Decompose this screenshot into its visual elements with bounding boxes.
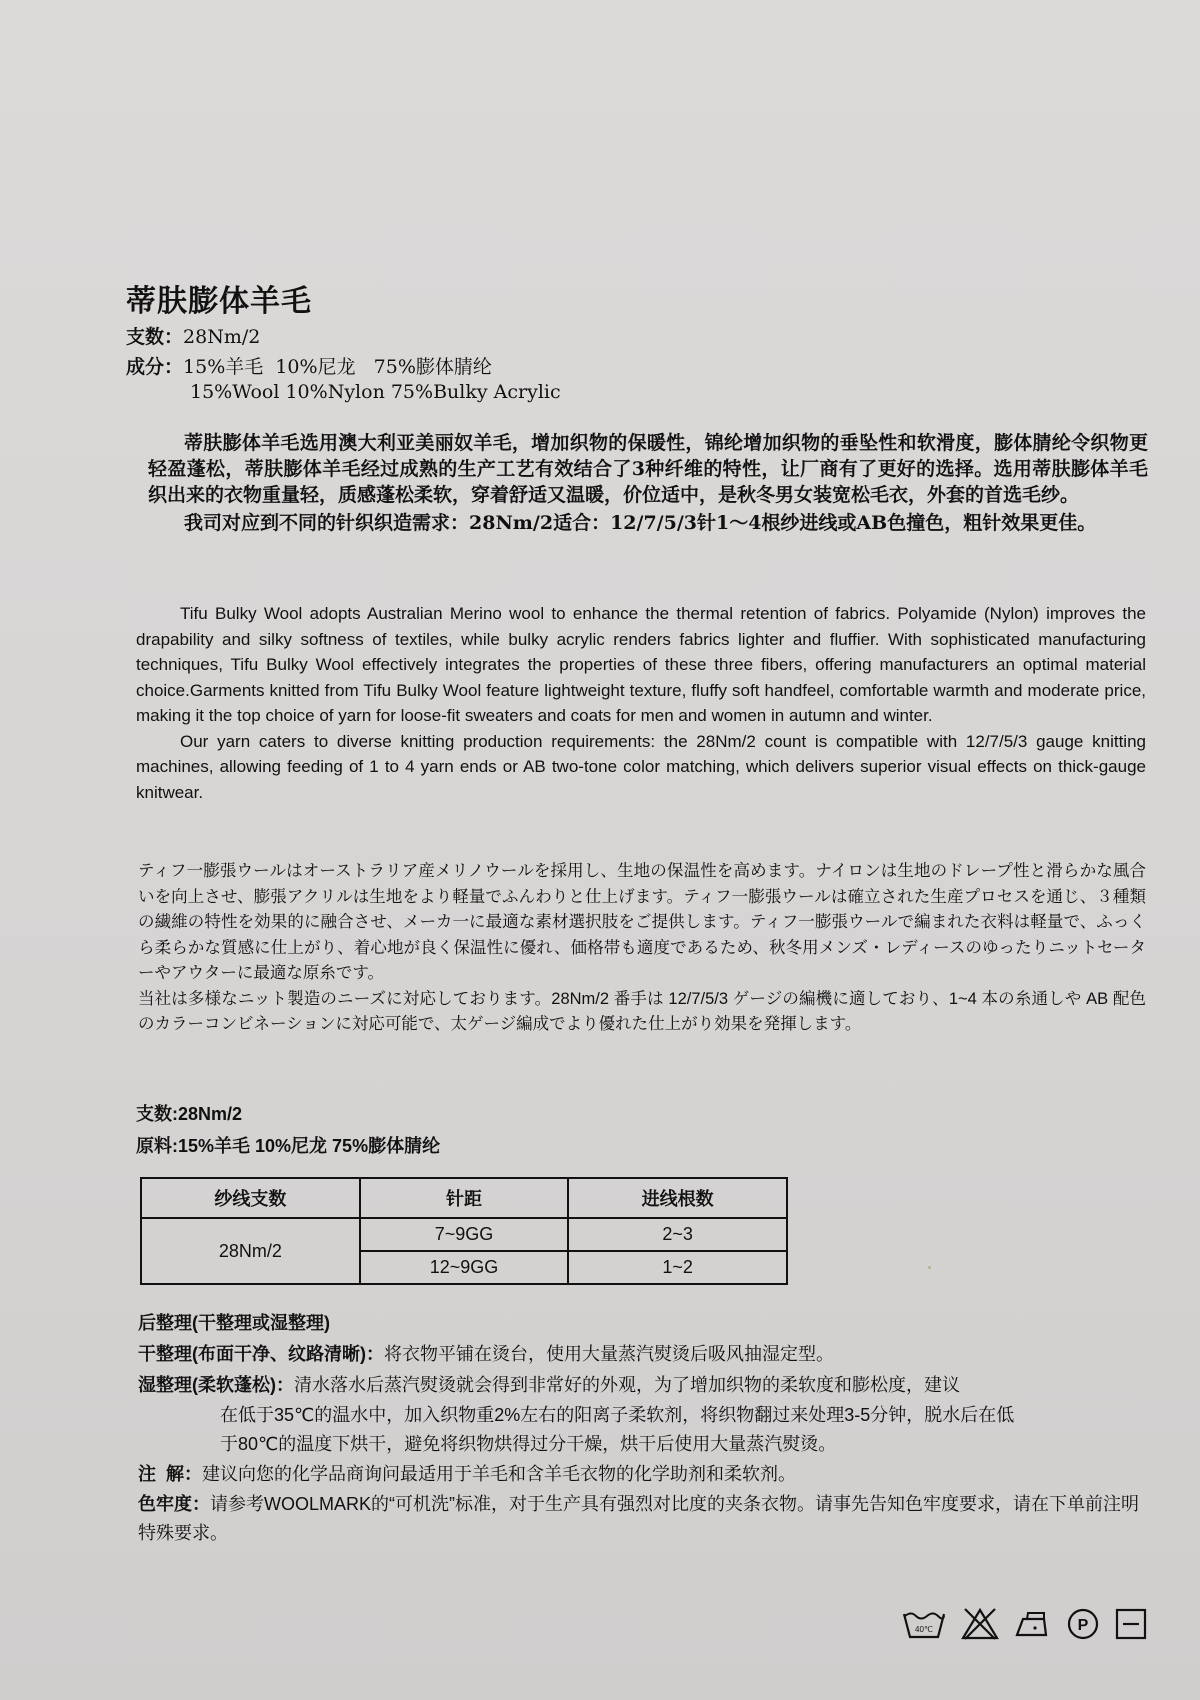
wet-finish: [138, 1370, 1148, 1459]
dry-finish: [138, 1339, 1148, 1370]
english-description: [136, 601, 1146, 805]
dry-text: 将衣物平铺在烫台，使用大量蒸汽熨烫后吸风抽湿定型。: [384, 1344, 834, 1364]
flat-dry-icon: [1114, 1607, 1148, 1641]
chinese-description: [148, 430, 1148, 536]
color-fastness: [138, 1490, 1148, 1548]
no-bleach-icon: [960, 1607, 1000, 1641]
summary-material: 原料:15%羊毛 10%尼龙 75%膨体腈纶: [136, 1136, 441, 1156]
yarn-count-cell: 28Nm/2: [141, 1218, 360, 1284]
count-label: 支数：: [126, 326, 184, 348]
wet-text-1: 清水落水后蒸汽熨烫就会得到非常好的外观，为了增加织物的柔软度和膨松度，建议: [294, 1375, 960, 1395]
composition-en: 15%Wool 10%Nylon 75%Bulky Acrylic: [190, 381, 561, 403]
wet-text-2: 在低于35℃的温水中，加入织物重2%左右的阳离子柔软剂，将织物翻过来处理3-5分钟，脱水后在低: [220, 1405, 1015, 1425]
composition-cn: 15%羊毛 10%尼龙 75%膨体腈纶: [183, 356, 492, 378]
note: [138, 1459, 1148, 1490]
care-icons: [902, 1604, 1148, 1644]
note-label: 注 解：: [138, 1464, 203, 1484]
jp-paragraph-2: 当社は多様なニット製造のニーズに対応しております。28Nm/2 番手は 12/7/5/3 ゲージの編機に適しており、1~4 本の糸通しや AB 配色のカラーコンビネーションに対応可能で、太ゲージ編成でより優れた仕上がり効果を発揮します。: [138, 989, 1146, 1033]
dryclean-letter: P: [1077, 1617, 1089, 1634]
summary-count: 支数:28Nm/2: [136, 1104, 243, 1124]
ends-cell: 2~3: [568, 1218, 787, 1251]
care-section: [138, 1308, 1148, 1548]
wash-40c-icon: [902, 1607, 946, 1641]
table-header: 纱线支数: [141, 1178, 360, 1218]
wash-temp-text: 40℃: [915, 1625, 933, 1634]
table-header-row: [141, 1178, 787, 1218]
dry-clean-p-icon: [1066, 1607, 1100, 1641]
table-header: 进线根数: [568, 1178, 787, 1218]
speck-dot: [928, 1266, 931, 1269]
dry-label: 干整理(布面干净、纹路清晰)：: [138, 1344, 384, 1364]
en-paragraph-1: Tifu Bulky Wool adopts Australian Merino wool to enhance the thermal retention of fabrics. Polyamide (Nylon) improves the drapability and silky softness of textiles, while bulky acrylic renders fabrics lighter and fluffier. With sophisticated manufacturing techniques, Tifu Bulky Wool effectively integrates the properties of these three fibers, offering manufacturers an optimal material choice.Garments knitted from Tifu Bulky Wool feature lightweight texture, fluffy soft handfeel, comfortable warmth and moderate price, making it the top choice of yarn for loose-fit sweaters and coats for men and women in autumn and winter.: [136, 604, 1146, 725]
gauge-cell: 7~9GG: [360, 1218, 569, 1251]
gauge-cell: 12~9GG: [360, 1251, 569, 1284]
iron-icon: [1014, 1607, 1052, 1641]
jp-paragraph-1: ティフ一膨張ウールはオーストラリア産メリノウールを採用し、生地の保温性を高めます。ナイロンは生地のドレープ性と滑らかな風合いを向上させ、膨張アクリルは生地をより軽量でふんわりと仕上げます。ティフ一膨張ウールは確立された生産プロセスを通じ、３種類の繊維の特性を効果的に融合させ、メーカ一に最適な素材選択肢をご提供します。ティフ一膨張ウールで編まれた衣料は軽量で、ふっくら柔らかな質感に仕上がり、着心地が良く保温性に優れ、価格帯も適度であるため、秋冬用メンズ・レディースのゆったりニットセーターやアウターに最適な原糸です。: [138, 862, 1146, 982]
en-paragraph-2: Our yarn caters to diverse knitting production requirements: the 28Nm/2 count is compatible with 12/7/5/3 gauge knitting machines, allowing feeding of 1 to 4 yarn ends or AB two-tone color matching, which delivers superior visual effects on thick-gauge knitwear.: [136, 731, 1146, 802]
spec-table: [140, 1177, 788, 1285]
product-title: 蒂肤膨体羊毛: [126, 284, 312, 319]
care-heading: 后整理(干整理或湿整理): [138, 1313, 330, 1333]
count-value: 28Nm/2: [183, 326, 261, 348]
table-header: 针距: [360, 1178, 569, 1218]
japanese-description: [138, 859, 1146, 1038]
wet-text-3: 于80℃的温度下烘干，避免将织物烘得过分干燥，烘干后使用大量蒸汽熨烫。: [220, 1434, 837, 1454]
composition-label: 成分：: [126, 356, 184, 378]
note-text: 建议向您的化学品商询问最适用于羊毛和含羊毛衣物的化学助剂和柔软剂。: [202, 1464, 797, 1484]
composition-line: [126, 352, 492, 379]
fastness-text: 请参考WOOLMARK的“可机洗”标准，对于生产具有强烈对比度的夹条衣物。请事先告知色牢度要求，请在下单前注明特殊要求。: [138, 1494, 1139, 1543]
ends-cell: 1~2: [568, 1251, 787, 1284]
cn-paragraph-1: 蒂肤膨体羊毛选用澳大利亚美丽奴羊毛，增加织物的保暖性，锦纶增加织物的垂坠性和软滑度，膨体腈纶令织物更轻盈蓬松，蒂肤膨体羊毛经过成熟的生产工艺有效结合了3种纤维的特性，让厂商有了更好的选择。选用蒂肤膨体羊毛织出来的衣物重量轻，质感蓬松柔软，穿着舒适又温暖，价位适中，是秋冬男女装宽松毛衣，外套的首选毛纱。: [148, 432, 1148, 506]
wet-label: 湿整理(柔软蓬松)：: [138, 1375, 294, 1395]
cn-paragraph-2: 我司对应到不同的针织织造需求：28Nm/2适合：12/7/5/3针1～4根纱进线或AB色撞色，粗针效果更佳。: [184, 512, 1097, 534]
table-row: [141, 1218, 787, 1251]
fastness-label: 色牢度：: [138, 1494, 210, 1514]
count-line: [126, 322, 260, 349]
